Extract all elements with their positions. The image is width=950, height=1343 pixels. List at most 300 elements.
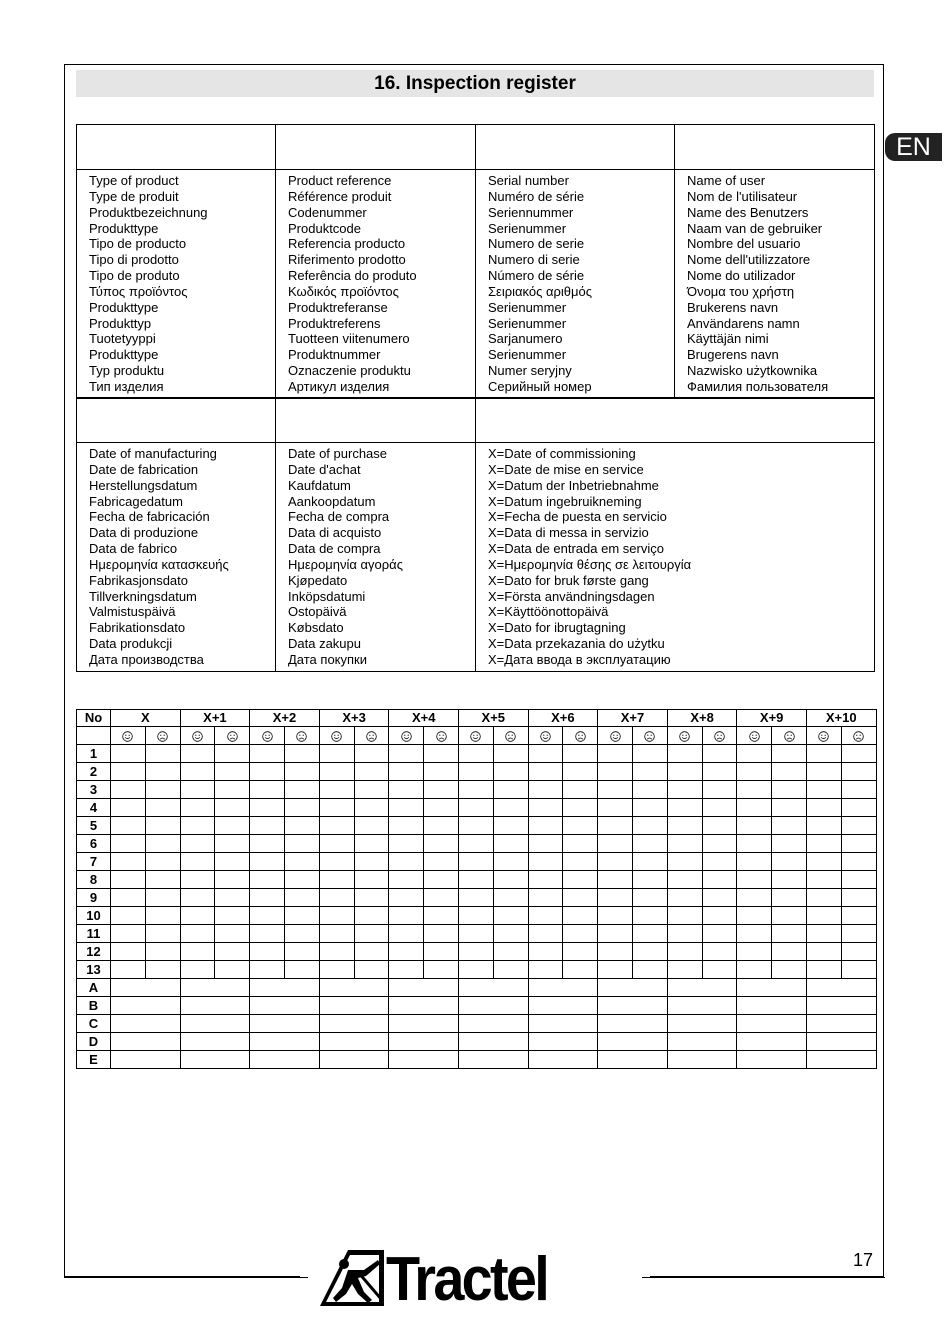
note-cell[interactable] [806, 1051, 876, 1069]
check-cell[interactable] [598, 889, 633, 907]
note-cell[interactable] [667, 1033, 737, 1051]
note-cell[interactable] [389, 1033, 459, 1051]
check-cell[interactable] [702, 871, 737, 889]
note-cell[interactable] [319, 979, 389, 997]
check-cell[interactable] [111, 925, 146, 943]
check-cell[interactable] [772, 835, 807, 853]
check-cell[interactable] [111, 763, 146, 781]
check-cell[interactable] [354, 889, 389, 907]
note-cell[interactable] [598, 997, 668, 1015]
check-cell[interactable] [111, 889, 146, 907]
note-cell[interactable] [806, 979, 876, 997]
note-cell[interactable] [667, 979, 737, 997]
check-cell[interactable] [841, 853, 876, 871]
check-cell[interactable] [737, 925, 772, 943]
check-cell[interactable] [598, 781, 633, 799]
check-cell[interactable] [632, 835, 667, 853]
check-cell[interactable] [737, 817, 772, 835]
note-cell[interactable] [111, 997, 181, 1015]
check-cell[interactable] [772, 943, 807, 961]
check-cell[interactable] [354, 961, 389, 979]
check-cell[interactable] [737, 943, 772, 961]
check-cell[interactable] [702, 853, 737, 871]
check-cell[interactable] [737, 871, 772, 889]
check-cell[interactable] [354, 871, 389, 889]
note-cell[interactable] [598, 1033, 668, 1051]
manufacturing-date-field[interactable] [77, 398, 276, 443]
check-cell[interactable] [319, 835, 354, 853]
check-cell[interactable] [389, 889, 424, 907]
check-cell[interactable] [319, 943, 354, 961]
check-cell[interactable] [250, 889, 285, 907]
check-cell[interactable] [702, 925, 737, 943]
note-cell[interactable] [458, 979, 528, 997]
check-cell[interactable] [667, 907, 702, 925]
check-cell[interactable] [424, 889, 459, 907]
check-cell[interactable] [702, 961, 737, 979]
check-cell[interactable] [563, 961, 598, 979]
purchase-date-field[interactable] [276, 398, 476, 443]
check-cell[interactable] [389, 853, 424, 871]
check-cell[interactable] [285, 817, 320, 835]
check-cell[interactable] [528, 799, 563, 817]
check-cell[interactable] [563, 799, 598, 817]
check-cell[interactable] [180, 781, 215, 799]
check-cell[interactable] [389, 781, 424, 799]
check-cell[interactable] [737, 745, 772, 763]
commissioning-date-field[interactable] [476, 398, 875, 443]
check-cell[interactable] [772, 871, 807, 889]
check-cell[interactable] [215, 853, 250, 871]
check-cell[interactable] [285, 925, 320, 943]
check-cell[interactable] [389, 763, 424, 781]
product-reference-field[interactable] [276, 125, 476, 170]
check-cell[interactable] [702, 763, 737, 781]
note-cell[interactable] [737, 1051, 807, 1069]
check-cell[interactable] [458, 871, 493, 889]
check-cell[interactable] [493, 907, 528, 925]
check-cell[interactable] [598, 871, 633, 889]
check-cell[interactable] [667, 835, 702, 853]
check-cell[interactable] [528, 889, 563, 907]
note-cell[interactable] [806, 1033, 876, 1051]
note-cell[interactable] [737, 1015, 807, 1033]
note-cell[interactable] [180, 1051, 250, 1069]
check-cell[interactable] [563, 943, 598, 961]
check-cell[interactable] [632, 745, 667, 763]
check-cell[interactable] [180, 763, 215, 781]
check-cell[interactable] [528, 817, 563, 835]
check-cell[interactable] [598, 835, 633, 853]
check-cell[interactable] [772, 925, 807, 943]
note-cell[interactable] [458, 997, 528, 1015]
check-cell[interactable] [458, 799, 493, 817]
check-cell[interactable] [111, 781, 146, 799]
check-cell[interactable] [354, 745, 389, 763]
check-cell[interactable] [458, 745, 493, 763]
check-cell[interactable] [354, 781, 389, 799]
check-cell[interactable] [772, 745, 807, 763]
check-cell[interactable] [806, 817, 841, 835]
check-cell[interactable] [493, 817, 528, 835]
check-cell[interactable] [180, 961, 215, 979]
check-cell[interactable] [667, 925, 702, 943]
check-cell[interactable] [806, 853, 841, 871]
check-cell[interactable] [493, 943, 528, 961]
note-cell[interactable] [111, 979, 181, 997]
check-cell[interactable] [354, 853, 389, 871]
check-cell[interactable] [528, 763, 563, 781]
check-cell[interactable] [841, 961, 876, 979]
check-cell[interactable] [737, 835, 772, 853]
check-cell[interactable] [285, 871, 320, 889]
check-cell[interactable] [598, 961, 633, 979]
check-cell[interactable] [806, 799, 841, 817]
check-cell[interactable] [389, 799, 424, 817]
check-cell[interactable] [667, 871, 702, 889]
check-cell[interactable] [215, 799, 250, 817]
check-cell[interactable] [598, 763, 633, 781]
note-cell[interactable] [528, 997, 598, 1015]
check-cell[interactable] [285, 763, 320, 781]
check-cell[interactable] [563, 763, 598, 781]
check-cell[interactable] [806, 745, 841, 763]
check-cell[interactable] [737, 799, 772, 817]
note-cell[interactable] [319, 997, 389, 1015]
check-cell[interactable] [806, 871, 841, 889]
check-cell[interactable] [563, 745, 598, 763]
check-cell[interactable] [667, 763, 702, 781]
check-cell[interactable] [250, 925, 285, 943]
check-cell[interactable] [111, 835, 146, 853]
note-cell[interactable] [458, 1033, 528, 1051]
check-cell[interactable] [667, 961, 702, 979]
check-cell[interactable] [145, 943, 180, 961]
check-cell[interactable] [145, 925, 180, 943]
check-cell[interactable] [667, 799, 702, 817]
check-cell[interactable] [215, 745, 250, 763]
check-cell[interactable] [458, 961, 493, 979]
check-cell[interactable] [111, 853, 146, 871]
check-cell[interactable] [493, 799, 528, 817]
note-cell[interactable] [389, 1015, 459, 1033]
check-cell[interactable] [389, 835, 424, 853]
check-cell[interactable] [319, 925, 354, 943]
check-cell[interactable] [215, 943, 250, 961]
check-cell[interactable] [215, 907, 250, 925]
check-cell[interactable] [598, 853, 633, 871]
check-cell[interactable] [806, 961, 841, 979]
note-cell[interactable] [250, 1051, 320, 1069]
check-cell[interactable] [424, 799, 459, 817]
check-cell[interactable] [806, 781, 841, 799]
check-cell[interactable] [493, 835, 528, 853]
check-cell[interactable] [180, 835, 215, 853]
check-cell[interactable] [632, 799, 667, 817]
check-cell[interactable] [563, 781, 598, 799]
check-cell[interactable] [841, 835, 876, 853]
check-cell[interactable] [354, 799, 389, 817]
check-cell[interactable] [180, 925, 215, 943]
check-cell[interactable] [424, 943, 459, 961]
check-cell[interactable] [806, 907, 841, 925]
check-cell[interactable] [667, 745, 702, 763]
check-cell[interactable] [563, 871, 598, 889]
check-cell[interactable] [458, 943, 493, 961]
check-cell[interactable] [354, 925, 389, 943]
check-cell[interactable] [737, 889, 772, 907]
check-cell[interactable] [215, 889, 250, 907]
note-cell[interactable] [737, 979, 807, 997]
check-cell[interactable] [563, 853, 598, 871]
note-cell[interactable] [389, 1051, 459, 1069]
check-cell[interactable] [180, 871, 215, 889]
check-cell[interactable] [145, 835, 180, 853]
check-cell[interactable] [145, 763, 180, 781]
check-cell[interactable] [632, 871, 667, 889]
check-cell[interactable] [319, 961, 354, 979]
check-cell[interactable] [458, 763, 493, 781]
check-cell[interactable] [737, 961, 772, 979]
note-cell[interactable] [528, 979, 598, 997]
check-cell[interactable] [702, 889, 737, 907]
check-cell[interactable] [632, 817, 667, 835]
check-cell[interactable] [250, 871, 285, 889]
check-cell[interactable] [354, 907, 389, 925]
note-cell[interactable] [528, 1033, 598, 1051]
check-cell[interactable] [250, 853, 285, 871]
check-cell[interactable] [458, 817, 493, 835]
note-cell[interactable] [319, 1033, 389, 1051]
check-cell[interactable] [111, 871, 146, 889]
check-cell[interactable] [424, 781, 459, 799]
check-cell[interactable] [319, 889, 354, 907]
check-cell[interactable] [145, 889, 180, 907]
check-cell[interactable] [632, 943, 667, 961]
check-cell[interactable] [145, 781, 180, 799]
check-cell[interactable] [772, 781, 807, 799]
check-cell[interactable] [215, 763, 250, 781]
check-cell[interactable] [806, 835, 841, 853]
check-cell[interactable] [702, 745, 737, 763]
check-cell[interactable] [737, 781, 772, 799]
check-cell[interactable] [563, 835, 598, 853]
check-cell[interactable] [424, 925, 459, 943]
note-cell[interactable] [250, 979, 320, 997]
note-cell[interactable] [319, 1051, 389, 1069]
note-cell[interactable] [806, 997, 876, 1015]
check-cell[interactable] [250, 781, 285, 799]
note-cell[interactable] [111, 1033, 181, 1051]
check-cell[interactable] [180, 907, 215, 925]
check-cell[interactable] [598, 799, 633, 817]
check-cell[interactable] [215, 817, 250, 835]
check-cell[interactable] [215, 925, 250, 943]
check-cell[interactable] [667, 853, 702, 871]
check-cell[interactable] [806, 925, 841, 943]
check-cell[interactable] [632, 763, 667, 781]
check-cell[interactable] [598, 745, 633, 763]
check-cell[interactable] [493, 745, 528, 763]
check-cell[interactable] [389, 925, 424, 943]
check-cell[interactable] [563, 889, 598, 907]
check-cell[interactable] [841, 889, 876, 907]
check-cell[interactable] [354, 817, 389, 835]
note-cell[interactable] [737, 997, 807, 1015]
check-cell[interactable] [667, 781, 702, 799]
check-cell[interactable] [145, 853, 180, 871]
check-cell[interactable] [458, 853, 493, 871]
check-cell[interactable] [285, 835, 320, 853]
check-cell[interactable] [598, 907, 633, 925]
check-cell[interactable] [841, 871, 876, 889]
check-cell[interactable] [563, 817, 598, 835]
check-cell[interactable] [528, 745, 563, 763]
check-cell[interactable] [424, 835, 459, 853]
note-cell[interactable] [598, 979, 668, 997]
check-cell[interactable] [354, 835, 389, 853]
check-cell[interactable] [493, 889, 528, 907]
note-cell[interactable] [111, 1051, 181, 1069]
check-cell[interactable] [841, 763, 876, 781]
note-cell[interactable] [806, 1015, 876, 1033]
check-cell[interactable] [319, 745, 354, 763]
note-cell[interactable] [598, 1015, 668, 1033]
check-cell[interactable] [111, 907, 146, 925]
note-cell[interactable] [250, 997, 320, 1015]
check-cell[interactable] [319, 853, 354, 871]
check-cell[interactable] [667, 817, 702, 835]
check-cell[interactable] [737, 907, 772, 925]
check-cell[interactable] [111, 817, 146, 835]
check-cell[interactable] [250, 799, 285, 817]
check-cell[interactable] [772, 853, 807, 871]
note-cell[interactable] [667, 997, 737, 1015]
check-cell[interactable] [250, 835, 285, 853]
serial-number-field[interactable] [476, 125, 675, 170]
note-cell[interactable] [528, 1051, 598, 1069]
note-cell[interactable] [458, 1015, 528, 1033]
check-cell[interactable] [563, 925, 598, 943]
check-cell[interactable] [354, 943, 389, 961]
note-cell[interactable] [319, 1015, 389, 1033]
check-cell[interactable] [702, 943, 737, 961]
check-cell[interactable] [458, 907, 493, 925]
check-cell[interactable] [354, 763, 389, 781]
check-cell[interactable] [841, 925, 876, 943]
check-cell[interactable] [424, 871, 459, 889]
check-cell[interactable] [250, 817, 285, 835]
check-cell[interactable] [111, 943, 146, 961]
check-cell[interactable] [145, 871, 180, 889]
note-cell[interactable] [737, 1033, 807, 1051]
check-cell[interactable] [598, 817, 633, 835]
note-cell[interactable] [458, 1051, 528, 1069]
check-cell[interactable] [632, 889, 667, 907]
check-cell[interactable] [250, 961, 285, 979]
check-cell[interactable] [424, 817, 459, 835]
check-cell[interactable] [528, 907, 563, 925]
check-cell[interactable] [772, 817, 807, 835]
check-cell[interactable] [215, 871, 250, 889]
note-cell[interactable] [528, 1015, 598, 1033]
check-cell[interactable] [528, 871, 563, 889]
check-cell[interactable] [145, 799, 180, 817]
check-cell[interactable] [215, 781, 250, 799]
check-cell[interactable] [180, 853, 215, 871]
note-cell[interactable] [180, 997, 250, 1015]
check-cell[interactable] [841, 745, 876, 763]
check-cell[interactable] [632, 781, 667, 799]
check-cell[interactable] [111, 961, 146, 979]
check-cell[interactable] [145, 817, 180, 835]
check-cell[interactable] [598, 925, 633, 943]
check-cell[interactable] [493, 871, 528, 889]
check-cell[interactable] [111, 799, 146, 817]
check-cell[interactable] [806, 889, 841, 907]
check-cell[interactable] [528, 943, 563, 961]
note-cell[interactable] [667, 1015, 737, 1033]
check-cell[interactable] [632, 853, 667, 871]
check-cell[interactable] [250, 745, 285, 763]
check-cell[interactable] [702, 907, 737, 925]
note-cell[interactable] [111, 1015, 181, 1033]
note-cell[interactable] [250, 1015, 320, 1033]
check-cell[interactable] [737, 763, 772, 781]
check-cell[interactable] [493, 853, 528, 871]
check-cell[interactable] [702, 799, 737, 817]
check-cell[interactable] [180, 943, 215, 961]
check-cell[interactable] [667, 889, 702, 907]
check-cell[interactable] [528, 925, 563, 943]
check-cell[interactable] [528, 781, 563, 799]
check-cell[interactable] [285, 745, 320, 763]
check-cell[interactable] [319, 907, 354, 925]
check-cell[interactable] [632, 961, 667, 979]
note-cell[interactable] [598, 1051, 668, 1069]
check-cell[interactable] [458, 925, 493, 943]
check-cell[interactable] [424, 961, 459, 979]
note-cell[interactable] [667, 1051, 737, 1069]
user-name-field[interactable] [675, 125, 875, 170]
check-cell[interactable] [424, 853, 459, 871]
check-cell[interactable] [841, 907, 876, 925]
check-cell[interactable] [493, 961, 528, 979]
check-cell[interactable] [424, 763, 459, 781]
check-cell[interactable] [528, 853, 563, 871]
check-cell[interactable] [111, 745, 146, 763]
check-cell[interactable] [563, 907, 598, 925]
check-cell[interactable] [285, 853, 320, 871]
check-cell[interactable] [841, 781, 876, 799]
check-cell[interactable] [319, 763, 354, 781]
check-cell[interactable] [145, 745, 180, 763]
check-cell[interactable] [389, 961, 424, 979]
check-cell[interactable] [424, 907, 459, 925]
check-cell[interactable] [841, 817, 876, 835]
check-cell[interactable] [180, 889, 215, 907]
check-cell[interactable] [319, 817, 354, 835]
check-cell[interactable] [772, 763, 807, 781]
check-cell[interactable] [702, 835, 737, 853]
check-cell[interactable] [772, 799, 807, 817]
check-cell[interactable] [841, 943, 876, 961]
check-cell[interactable] [528, 835, 563, 853]
check-cell[interactable] [667, 943, 702, 961]
note-cell[interactable] [180, 979, 250, 997]
check-cell[interactable] [772, 907, 807, 925]
check-cell[interactable] [285, 889, 320, 907]
